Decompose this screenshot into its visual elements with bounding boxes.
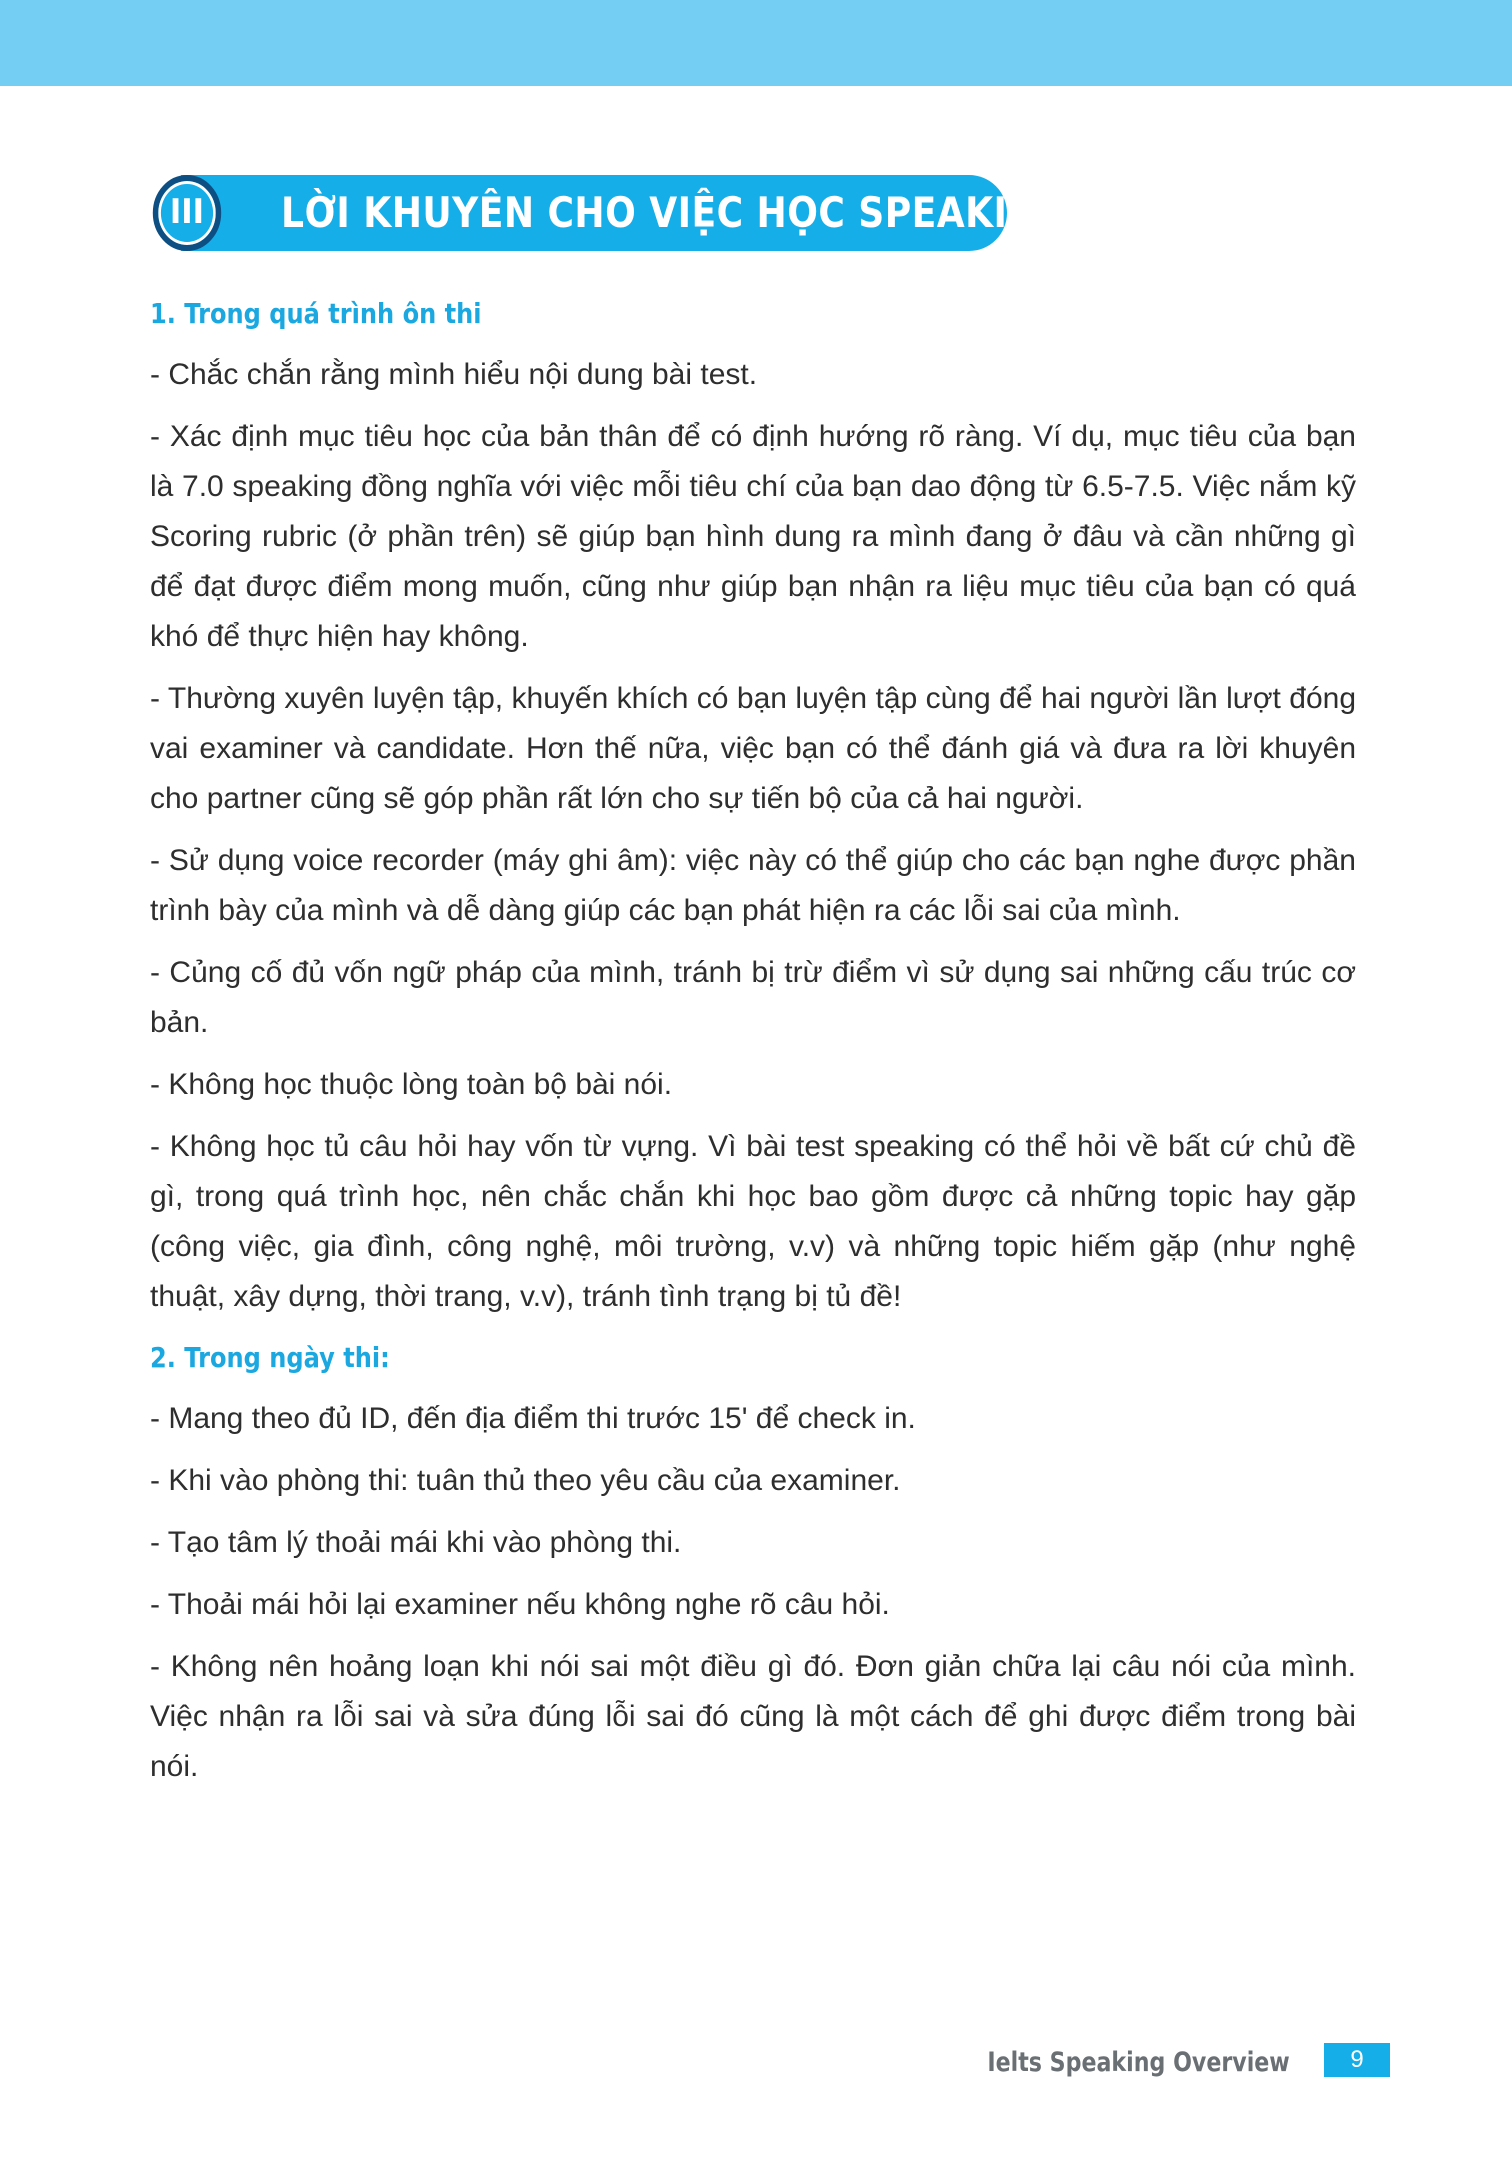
part2-item: - Thoải mái hỏi lại examiner nếu không nghe rõ câu hỏi.	[150, 1588, 890, 1621]
page-footer	[987, 2043, 1390, 2083]
page-number: 9	[1324, 2043, 1390, 2077]
section-number-badge: III	[153, 175, 221, 251]
part1-item: - Sử dụng voice recorder (máy ghi âm): việc này có thể giúp cho các bạn nghe được phần trình bày của mình và dễ dàng giúp các bạn phát hiện ra các lỗi sai của mình.	[150, 844, 1356, 927]
part2-item: - Mang theo đủ ID, đến địa điểm thi trước 15' để check in.	[150, 1402, 916, 1435]
section-title-bar	[181, 175, 1069, 251]
part1-item: - Chắc chắn rằng mình hiểu nội dung bài test.	[150, 358, 758, 391]
page-content	[150, 290, 1356, 1804]
part1-item: - Không học tủ câu hỏi hay vốn từ vựng. Vì bài test speaking có thể hỏi về bất cứ chủ đề gì, trong quá trình học, nên chắc chắn khi học bao gồm được cả những topic hay gặp (công việc, gia đình, công nghệ, môi trường, v.v) và những topic hiếm gặp (như nghệ thuật, xây dựng, thời trang, v.v), tránh tình trạng bị tủ đề!	[150, 1130, 1356, 1313]
part2-heading: 2. Trong ngày thi:	[150, 1341, 390, 1374]
part1-item: - Xác định mục tiêu học của bản thân để có định hướng rõ ràng. Ví dụ, mục tiêu của bạn là 7.0 speaking đồng nghĩa với việc mỗi tiêu chí của bạn dao động từ 6.5-7.5. Việc nắm kỹ Scoring rubric (ở phần trên) sẽ giúp bạn hình dung ra mình đang ở đâu và cần những gì để đạt được điểm mong muốn, cũng như giúp bạn nhận ra liệu mục tiêu của bạn có quá khó để thực hiện hay không.	[150, 420, 1356, 653]
top-color-band	[0, 0, 1512, 86]
footer-label: Ielts Speaking Overview	[987, 2047, 1290, 2078]
part1-item: - Củng cố đủ vốn ngữ pháp của mình, tránh bị trừ điểm vì sử dụng sai những cấu trúc cơ bản.	[150, 956, 1356, 1039]
section-header	[149, 175, 1069, 251]
part1-heading: 1. Trong quá trình ôn thi	[150, 297, 482, 330]
part2-item: - Khi vào phòng thi: tuân thủ theo yêu cầu của examiner.	[150, 1464, 901, 1497]
section-title: LỜI KHUYÊN CHO VIỆC HỌC SPEAKING	[281, 188, 1069, 237]
part1-item: - Thường xuyên luyện tập, khuyến khích có bạn luyện tập cùng để hai người lần lượt đóng vai examiner và candidate. Hơn thế nữa, việc bạn có thể đánh giá và đưa ra lời khuyên cho partner cũng sẽ góp phần rất lớn cho sự tiến bộ của cả hai người.	[150, 682, 1356, 815]
part1-item: - Không học thuộc lòng toàn bộ bài nói.	[150, 1068, 673, 1101]
part2-item: - Không nên hoảng loạn khi nói sai một điều gì đó. Đơn giản chữa lại câu nói của mình. Việc nhận ra lỗi sai và sửa đúng lỗi sai đó cũng là một cách để ghi được điểm trong bài nói.	[150, 1650, 1356, 1783]
part2-item: - Tạo tâm lý thoải mái khi vào phòng thi.	[150, 1526, 682, 1559]
